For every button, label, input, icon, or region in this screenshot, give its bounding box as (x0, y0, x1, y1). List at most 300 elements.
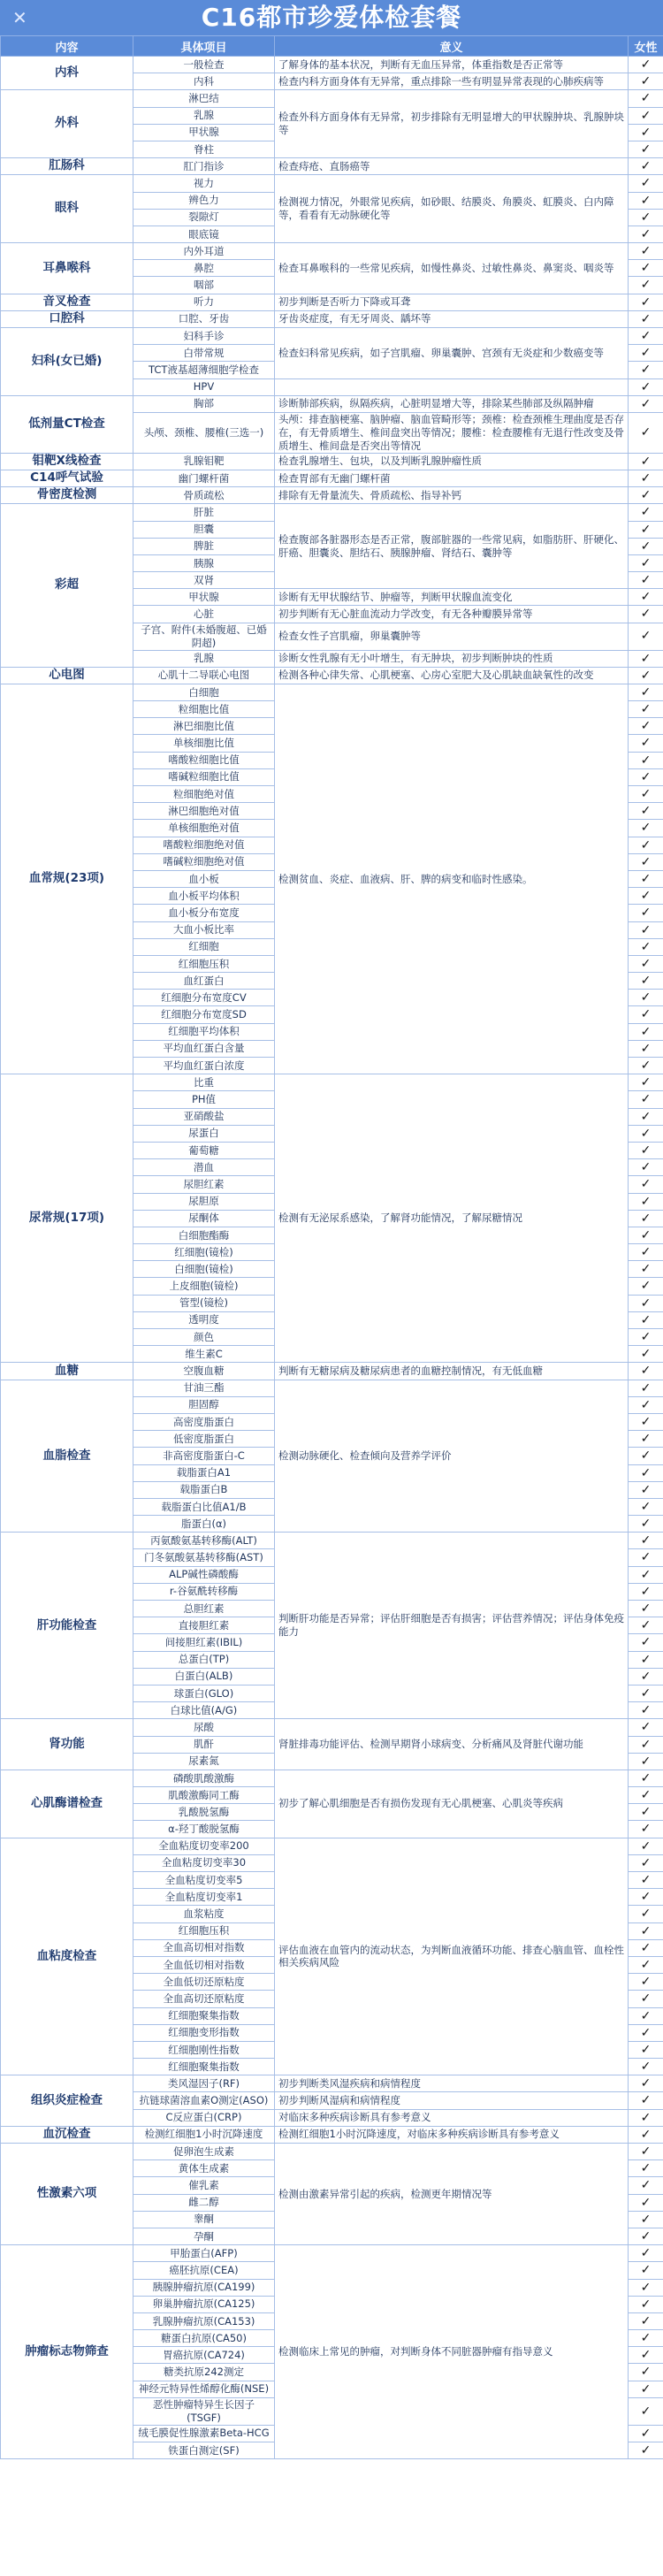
item-cell: 尿酸 (133, 1719, 275, 1736)
table-row (1, 1074, 663, 1091)
item-cell: 全血高切还原粘度 (133, 1991, 275, 2007)
check-mark: ✓ (629, 803, 663, 820)
check-mark: ✓ (629, 1583, 663, 1600)
item-cell: 骨质疏松 (133, 487, 275, 504)
check-mark: ✓ (629, 2075, 663, 2092)
item-cell: 葡萄糖 (133, 1142, 275, 1158)
check-mark: ✓ (629, 1448, 663, 1464)
item-cell: 黄体生成素 (133, 2160, 275, 2177)
item-cell: 管型(镜检) (133, 1295, 275, 1311)
check-mark: ✓ (629, 1074, 663, 1091)
check-mark: ✓ (629, 1464, 663, 1481)
check-mark: ✓ (629, 1023, 663, 1040)
item-cell: 血红蛋白 (133, 973, 275, 990)
meaning-cell: 检测视力情况，外眼常见疾病，如砂眼、结膜炎、角膜炎、虹膜炎、白内障等，看看有无动脉硬化等 (275, 175, 629, 243)
meaning-cell: 初步了解心肌细胞是否有损伤发现有无心肌梗塞、心肌炎等疾病 (275, 1770, 629, 1838)
item-cell: 双肾 (133, 572, 275, 589)
check-mark: ✓ (629, 328, 663, 345)
category-cell: 血脂检查 (1, 1380, 133, 1533)
item-cell: ALP碱性磷酸酶 (133, 1566, 275, 1583)
category-cell: 血糖 (1, 1363, 133, 1380)
item-cell: 催乳素 (133, 2177, 275, 2194)
category-cell: 尿常规(17项) (1, 1074, 133, 1363)
meaning-cell: 检测由激素异常引起的疾病，检测更年期情况等 (275, 2144, 629, 2245)
check-mark: ✓ (629, 124, 663, 141)
check-mark: ✓ (629, 1939, 663, 1956)
table-row (1, 1719, 663, 1736)
check-mark: ✓ (629, 2330, 663, 2347)
item-cell: 尿蛋白 (133, 1125, 275, 1142)
table-row (1, 294, 663, 310)
item-cell: 白球比值(A/G) (133, 1702, 275, 1719)
check-mark: ✓ (629, 2007, 663, 2024)
meaning-cell: 初步判断有无心脏血流动力学改变，有无各种瓣膜异常等 (275, 606, 629, 623)
checkup-table (0, 35, 663, 2459)
meaning-cell: 头颅：排查脑梗塞、脑肿瘤、脑血管畸形等；颈椎：检查颈椎生理曲度是否存在，有无骨质增生、椎间盘突出等情况；腰椎：检查腰椎有无退行性改变及骨质增生、椎间盘是否突出等情况 (275, 412, 629, 453)
meaning-cell: 评估血液在血管内的流动状态，为判断血液循环功能、排查心脑血管、血栓性相关疾病风险 (275, 1838, 629, 2075)
item-cell: 乳腺钼靶 (133, 453, 275, 470)
check-mark: ✓ (629, 1193, 663, 1210)
item-cell: 心肌十二导联心电图 (133, 667, 275, 684)
check-mark: ✓ (629, 2228, 663, 2244)
meaning-cell: 初步判断是否听力下降或耳聋 (275, 294, 629, 310)
item-cell: 甘油三酯 (133, 1380, 275, 1396)
check-mark: ✓ (629, 1091, 663, 1108)
check-mark: ✓ (629, 1753, 663, 1770)
check-mark: ✓ (629, 1006, 663, 1023)
table-header-row (1, 36, 663, 57)
meaning-cell: 检测各种心律失常、心肌梗塞、心房心室肥大及心肌缺血缺氧性的改变 (275, 667, 629, 684)
item-cell: 妇科手诊 (133, 328, 275, 345)
item-cell: 肌酸激酶同工酶 (133, 1787, 275, 1804)
check-mark: ✓ (629, 2194, 663, 2211)
item-cell: 绒毛膜促性腺激素Beta-HCG (133, 2425, 275, 2442)
item-cell: 门冬氨酸氨基转移酶(AST) (133, 1549, 275, 1566)
check-mark: ✓ (629, 684, 663, 700)
item-cell: 全血高切相对指数 (133, 1939, 275, 1956)
category-cell: 内科 (1, 57, 133, 90)
check-mark: ✓ (629, 2059, 663, 2075)
item-cell: 上皮细胞(镜检) (133, 1278, 275, 1295)
check-mark: ✓ (629, 1413, 663, 1430)
check-mark: ✓ (629, 623, 663, 650)
check-mark: ✓ (629, 2425, 663, 2442)
check-mark: ✓ (629, 718, 663, 735)
item-cell: 乳腺肿瘤抗原(CA153) (133, 2312, 275, 2329)
item-cell: 糖蛋白抗原(CA50) (133, 2330, 275, 2347)
item-cell: 红细胞分布宽度SD (133, 1006, 275, 1023)
check-mark: ✓ (629, 589, 663, 606)
check-mark: ✓ (629, 294, 663, 310)
check-mark: ✓ (629, 973, 663, 990)
check-mark: ✓ (629, 2347, 663, 2364)
check-mark: ✓ (629, 1295, 663, 1311)
check-mark: ✓ (629, 1787, 663, 1804)
item-cell: 脂蛋白(α) (133, 1516, 275, 1533)
category-cell: 外科 (1, 90, 133, 158)
item-cell: 亚硝酸盐 (133, 1108, 275, 1125)
check-mark: ✓ (629, 141, 663, 157)
item-cell: 一般检查 (133, 57, 275, 73)
item-cell: 听力 (133, 294, 275, 310)
check-mark: ✓ (629, 2092, 663, 2109)
meaning-cell: 检测有无泌尿系感染，了解肾功能情况，了解尿糖情况 (275, 1074, 629, 1363)
check-mark: ✓ (629, 735, 663, 752)
item-cell: 甲胎蛋白(AFP) (133, 2245, 275, 2262)
item-cell: 孕酮 (133, 2228, 275, 2244)
item-cell: 平均血红蛋白含量 (133, 1040, 275, 1057)
check-mark: ✓ (629, 1601, 663, 1617)
check-mark: ✓ (629, 921, 663, 938)
item-cell: 肛门指诊 (133, 158, 275, 175)
category-cell: 彩超 (1, 504, 133, 667)
category-cell: 血常规(23项) (1, 684, 133, 1074)
check-mark: ✓ (629, 650, 663, 667)
check-mark: ✓ (629, 395, 663, 412)
item-cell: 胸部 (133, 395, 275, 412)
item-cell: 载脂蛋白A1 (133, 1464, 275, 1481)
meaning-cell: 排除有无骨量流失、骨质疏松、指导补钙 (275, 487, 629, 504)
item-cell: 癌胚抗原(CEA) (133, 2262, 275, 2279)
item-cell: 透明度 (133, 1311, 275, 1328)
item-cell: 高密度脂蛋白 (133, 1413, 275, 1430)
check-mark: ✓ (629, 1125, 663, 1142)
item-cell: 内外耳道 (133, 243, 275, 260)
meaning-cell: 判断有无糖尿病及糖尿病患者的血糖控制情况，有无低血糖 (275, 1363, 629, 1380)
item-cell: C反应蛋白(CRP) (133, 2109, 275, 2126)
column-header-content: 内容 (1, 36, 133, 57)
category-cell: 心肌酶谱检查 (1, 1770, 133, 1838)
item-cell: 载脂蛋白B (133, 1481, 275, 1498)
item-cell: 类风湿因子(RF) (133, 2075, 275, 2092)
item-cell: 血小板 (133, 870, 275, 887)
category-cell: 组织炎症检查 (1, 2075, 133, 2127)
check-mark: ✓ (629, 175, 663, 192)
item-cell: 空腹血糖 (133, 1363, 275, 1380)
meaning-cell: 检查痔疮、直肠癌等 (275, 158, 629, 175)
check-mark: ✓ (629, 1058, 663, 1074)
item-cell: 肌酐 (133, 1736, 275, 1753)
item-cell: 视力 (133, 175, 275, 192)
category-cell: 肿瘤标志物筛查 (1, 2245, 133, 2459)
check-mark: ✓ (629, 2397, 663, 2425)
check-mark: ✓ (629, 1974, 663, 1991)
item-cell: 淋巴细胞比值 (133, 718, 275, 735)
table-row (1, 395, 663, 412)
item-cell: 总胆红素 (133, 1601, 275, 1617)
item-cell: 睾酮 (133, 2211, 275, 2228)
category-cell: 低剂量CT检查 (1, 395, 133, 453)
item-cell: HPV (133, 378, 275, 395)
item-cell: 胰腺肿瘤抗原(CA199) (133, 2279, 275, 2296)
meaning-cell: 检查妇科常见疾病，如子宫肌瘤、卵巢囊肿、宫颈有无炎症和少数癌变等 (275, 328, 629, 379)
check-mark: ✓ (629, 990, 663, 1006)
check-mark: ✓ (629, 837, 663, 853)
category-cell: 肝功能检查 (1, 1533, 133, 1719)
check-mark: ✓ (629, 1244, 663, 1261)
item-cell: 胆固醇 (133, 1396, 275, 1413)
item-cell: 间接胆红素(IBIL) (133, 1634, 275, 1651)
check-mark: ✓ (629, 1991, 663, 2007)
check-mark: ✓ (629, 820, 663, 837)
item-cell: 红细胞压积 (133, 955, 275, 972)
category-cell: 肛肠科 (1, 158, 133, 175)
check-mark: ✓ (629, 1668, 663, 1685)
check-mark: ✓ (629, 2211, 663, 2228)
table-row (1, 684, 663, 700)
check-mark: ✓ (629, 345, 663, 362)
check-mark: ✓ (629, 1906, 663, 1922)
page-title: C16都市珍爱体检套餐 (201, 3, 462, 32)
item-cell: 颜色 (133, 1329, 275, 1346)
check-mark: ✓ (629, 1770, 663, 1786)
check-mark: ✓ (629, 1498, 663, 1515)
meaning-cell: 了解身体的基本状况，判断有无血压异常，体重指数是否正常等 (275, 57, 629, 73)
item-cell: 胃癌抗原(CA724) (133, 2347, 275, 2364)
table-row (1, 667, 663, 684)
table-row (1, 487, 663, 504)
item-cell: 嗜碱粒细胞绝对值 (133, 853, 275, 870)
item-cell: 子宫、附件(未婚腹超、已婚阴超) (133, 623, 275, 650)
category-cell: 音叉检查 (1, 294, 133, 310)
check-mark: ✓ (629, 158, 663, 175)
item-cell: 白细胞 (133, 684, 275, 700)
item-cell: TCT液基超薄细胞学检查 (133, 362, 275, 378)
category-cell: 骨密度检测 (1, 487, 133, 504)
item-cell: 咽部 (133, 277, 275, 294)
check-mark: ✓ (629, 1821, 663, 1838)
item-cell: 嗜酸粒细胞比值 (133, 752, 275, 768)
item-cell: 粒细胞绝对值 (133, 786, 275, 803)
table-body (1, 57, 663, 2459)
check-mark: ✓ (629, 1736, 663, 1753)
check-mark: ✓ (629, 1566, 663, 1583)
item-cell: 淋巴细胞绝对值 (133, 803, 275, 820)
item-cell: 全血粘度切变率5 (133, 1872, 275, 1889)
item-cell: 乳腺 (133, 650, 275, 667)
item-cell: 非高密度脂蛋白-C (133, 1448, 275, 1464)
check-mark: ✓ (629, 1872, 663, 1889)
check-mark: ✓ (629, 412, 663, 453)
item-cell: 检测红细胞1小时沉降速度 (133, 2126, 275, 2143)
category-cell: 血沉检查 (1, 2126, 133, 2143)
item-cell: α-羟丁酸脱氢酶 (133, 1821, 275, 1838)
item-cell: 血小板分布宽度 (133, 905, 275, 921)
item-cell: 脊柱 (133, 141, 275, 157)
item-cell: 比重 (133, 1074, 275, 1091)
category-cell: 妇科(女已婚) (1, 328, 133, 396)
item-cell: 红细胞分布宽度CV (133, 990, 275, 1006)
check-mark: ✓ (629, 870, 663, 887)
check-mark: ✓ (629, 1685, 663, 1701)
check-mark: ✓ (629, 2160, 663, 2177)
check-mark: ✓ (629, 1481, 663, 1498)
item-cell: 裂隙灯 (133, 209, 275, 225)
meaning-cell: 初步判断类风湿疾病和病情程度 (275, 2075, 629, 2092)
check-mark: ✓ (629, 538, 663, 554)
check-mark: ✓ (629, 2296, 663, 2312)
check-mark: ✓ (629, 277, 663, 294)
check-mark: ✓ (629, 1431, 663, 1448)
item-cell: 单核细胞比值 (133, 735, 275, 752)
meaning-cell (275, 378, 629, 395)
page-header (0, 0, 663, 35)
item-cell: 卵巢肿瘤抗原(CA125) (133, 2296, 275, 2312)
meaning-cell: 检查内科方面身体有无异常，重点排除一些有明显异常表现的心肺疾病等 (275, 73, 629, 90)
check-mark: ✓ (629, 2024, 663, 2041)
item-cell: 胆囊 (133, 521, 275, 538)
check-mark: ✓ (629, 2279, 663, 2296)
item-cell: 淋巴结 (133, 90, 275, 107)
item-cell: 甲状腺 (133, 124, 275, 141)
table-row (1, 453, 663, 470)
check-mark: ✓ (629, 1702, 663, 1719)
check-mark: ✓ (629, 1363, 663, 1380)
item-cell: 抗链球菌溶血素O测定(ASO) (133, 2092, 275, 2109)
meaning-cell: 牙齿炎症度，有无牙周炎、龋坏等 (275, 310, 629, 327)
table-row (1, 2144, 663, 2160)
table-row (1, 2075, 663, 2092)
check-mark: ✓ (629, 888, 663, 905)
check-mark: ✓ (629, 470, 663, 486)
check-mark: ✓ (629, 225, 663, 242)
meaning-cell: 检查耳鼻喉科的一些常见疾病，如慢性鼻炎、过敏性鼻炎、鼻窦炎、咽炎等 (275, 243, 629, 294)
item-cell: 口腔、牙齿 (133, 310, 275, 327)
category-cell: C14呼气试验 (1, 470, 133, 486)
item-cell: 红细胞平均体积 (133, 1023, 275, 1040)
check-mark: ✓ (629, 2442, 663, 2458)
item-cell: 雌二醇 (133, 2194, 275, 2211)
item-cell: 尿素氮 (133, 1753, 275, 1770)
table-row (1, 175, 663, 192)
item-cell: 幽门螺杆菌 (133, 470, 275, 486)
item-cell: 辨色力 (133, 192, 275, 209)
meaning-cell: 判断肝功能是否异常；评估肝细胞是否有损害；评估营养情况；评估身体免疫能力 (275, 1533, 629, 1719)
table-row (1, 1838, 663, 1854)
item-cell: 糖类抗原242测定 (133, 2364, 275, 2381)
check-mark: ✓ (629, 554, 663, 571)
check-mark: ✓ (629, 1278, 663, 1295)
meaning-cell: 对临床多种疾病诊断具有参考意义 (275, 2109, 629, 2126)
close-icon[interactable]: ✕ (12, 7, 27, 28)
check-mark: ✓ (629, 1838, 663, 1854)
meaning-cell: 诊断肺部疾病，纵隔疾病，心脏明显增大等，排除某些肺部及纵隔肿瘤 (275, 395, 629, 412)
check-mark: ✓ (629, 1159, 663, 1176)
item-cell: 总蛋白(TP) (133, 1651, 275, 1668)
item-cell: 铁蛋白测定(SF) (133, 2442, 275, 2458)
check-mark: ✓ (629, 1346, 663, 1363)
check-mark: ✓ (629, 90, 663, 107)
check-mark: ✓ (629, 1108, 663, 1125)
item-cell: 乳酸脱氢酶 (133, 1804, 275, 1821)
check-mark: ✓ (629, 786, 663, 803)
check-mark: ✓ (629, 667, 663, 684)
table-row (1, 1770, 663, 1786)
meaning-cell: 检测贫血、炎症、血液病、肝、脾的病变和临时性感染。 (275, 684, 629, 1074)
check-mark: ✓ (629, 768, 663, 785)
item-cell: 尿胆红素 (133, 1176, 275, 1193)
item-cell: 红细胞聚集指数 (133, 2059, 275, 2075)
item-cell: r-谷氨酰转移酶 (133, 1583, 275, 1600)
check-mark: ✓ (629, 73, 663, 90)
table-row (1, 504, 663, 521)
check-mark: ✓ (629, 192, 663, 209)
item-cell: 维生素C (133, 1346, 275, 1363)
check-mark: ✓ (629, 752, 663, 768)
check-mark: ✓ (629, 2041, 663, 2058)
table-row (1, 1380, 663, 1396)
check-mark: ✓ (629, 310, 663, 327)
check-mark: ✓ (629, 243, 663, 260)
item-cell: 直接胆红素 (133, 1617, 275, 1634)
item-cell: 内科 (133, 73, 275, 90)
check-mark: ✓ (629, 1922, 663, 1939)
item-cell: 胰腺 (133, 554, 275, 571)
check-mark: ✓ (629, 453, 663, 470)
check-mark: ✓ (629, 1549, 663, 1566)
meaning-cell: 检测动脉硬化、检查倾向及营养学评价 (275, 1380, 629, 1533)
check-mark: ✓ (629, 362, 663, 378)
item-cell: 肝脏 (133, 504, 275, 521)
check-mark: ✓ (629, 504, 663, 521)
meaning-cell: 检查女性子宫肌瘤，卵巢囊肿等 (275, 623, 629, 650)
table-row (1, 57, 663, 73)
item-cell: 嗜酸粒细胞绝对值 (133, 837, 275, 853)
check-mark: ✓ (629, 1617, 663, 1634)
item-cell: 尿胆原 (133, 1193, 275, 1210)
table-row (1, 310, 663, 327)
check-mark: ✓ (629, 1956, 663, 1973)
item-cell: 全血粘度切变率200 (133, 1838, 275, 1854)
meaning-cell: 检查腹部各脏器形态是否正常，腹部脏器的一些常见病，如脂肪肝、肝硬化、肝癌、胆囊炎、胆结石、胰腺肿瘤、肾结石、囊肿等 (275, 504, 629, 589)
check-mark: ✓ (629, 1634, 663, 1651)
check-mark: ✓ (629, 2177, 663, 2194)
item-cell: 载脂蛋白比值A1/B (133, 1498, 275, 1515)
item-cell: 血浆粘度 (133, 1906, 275, 1922)
item-cell: PH值 (133, 1091, 275, 1108)
check-mark: ✓ (629, 938, 663, 955)
item-cell: 红细胞聚集指数 (133, 2007, 275, 2024)
check-mark: ✓ (629, 1329, 663, 1346)
table-row (1, 158, 663, 175)
check-mark: ✓ (629, 1142, 663, 1158)
item-cell: 红细胞压积 (133, 1922, 275, 1939)
table-row (1, 243, 663, 260)
meaning-cell: 诊断女性乳腺有无小叶增生，有无肿块，初步判断肿块的性质 (275, 650, 629, 667)
check-mark: ✓ (629, 209, 663, 225)
item-cell: 尿酮体 (133, 1210, 275, 1227)
check-mark: ✓ (629, 2381, 663, 2397)
check-mark: ✓ (629, 853, 663, 870)
item-cell: 粒细胞比值 (133, 701, 275, 718)
item-cell: 促卵泡生成素 (133, 2144, 275, 2160)
item-cell: 全血低切相对指数 (133, 1956, 275, 1973)
check-mark: ✓ (629, 1210, 663, 1227)
check-mark: ✓ (629, 2245, 663, 2262)
item-cell: 红细胞变形指数 (133, 2024, 275, 2041)
item-cell: 大血小板比率 (133, 921, 275, 938)
check-mark: ✓ (629, 1719, 663, 1736)
item-cell: 恶性肿瘤特异生长因子(TSGF) (133, 2397, 275, 2425)
category-cell: 钼靶X线检查 (1, 453, 133, 470)
item-cell: 心脏 (133, 606, 275, 623)
item-cell: 潜血 (133, 1159, 275, 1176)
column-header-female: 女性 (629, 36, 663, 57)
category-cell: 性激素六项 (1, 2144, 133, 2245)
item-cell: 神经元特异性烯醇化酶(NSE) (133, 2381, 275, 2397)
check-mark: ✓ (629, 1651, 663, 1668)
category-cell: 耳鼻喉科 (1, 243, 133, 294)
